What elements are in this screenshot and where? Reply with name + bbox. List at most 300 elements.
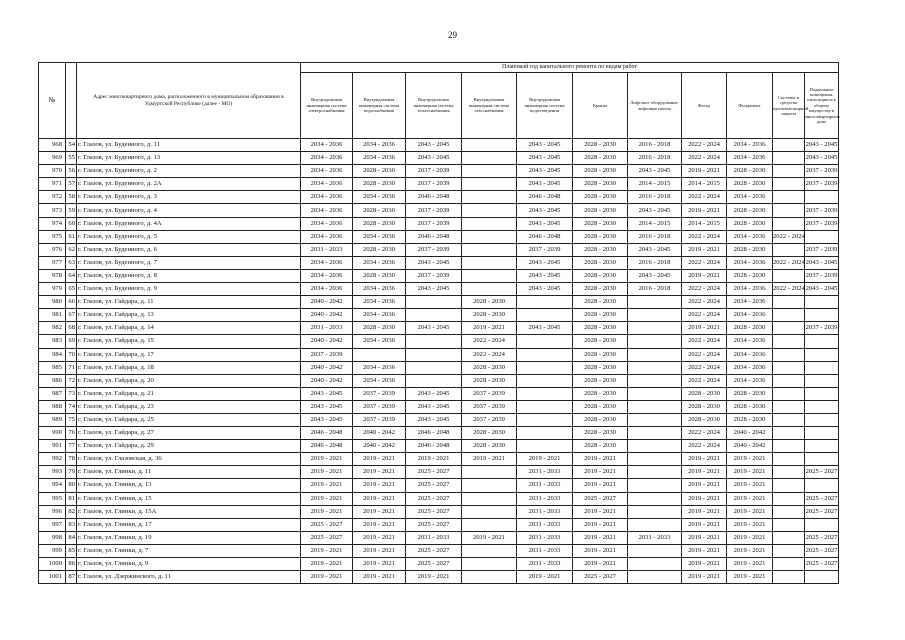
row-year-cell: 2028 - 2030 [573, 387, 628, 400]
header-work-1: Внутридомовая инженерная система водоснабжения [353, 73, 406, 139]
row-number: 974 [39, 217, 66, 230]
header-index [66, 63, 77, 139]
row-year-cell [353, 348, 406, 361]
row-year-cell: 2034 - 2036 [301, 139, 353, 152]
row-year-cell: 2043 - 2045 [517, 256, 573, 269]
row-year-cell: 2037 - 2039 [805, 165, 839, 178]
row-year-cell: 2016 - 2018 [628, 256, 682, 269]
row-year-cell: 2037 - 2039 [462, 413, 517, 426]
row-address: г. Глазов, ул. Дзержинского, д. 11 [77, 571, 301, 584]
row-year-cell [773, 440, 805, 453]
row-year-cell: 2043 - 2045 [301, 400, 353, 413]
row-year-cell [628, 361, 682, 374]
row-address: г. Глазов, ул. Гайдара, д. 21 [77, 387, 301, 400]
row-index: 84 [66, 531, 77, 544]
header-work-6: Лифтовое оборудование, лифтовые шахты [628, 73, 682, 139]
row-number: 968 [39, 139, 66, 152]
row-year-cell: 2034 - 2036 [301, 178, 353, 191]
row-year-cell [462, 518, 517, 531]
row-year-cell: 2028 - 2030 [573, 309, 628, 322]
row-index: 81 [66, 492, 77, 505]
row-index: 76 [66, 427, 77, 440]
row-year-cell: 2028 - 2030 [353, 243, 406, 256]
row-number: 993 [39, 466, 66, 479]
table-row [39, 387, 839, 400]
row-number: 978 [39, 269, 66, 282]
row-year-cell: 2043 - 2045 [805, 256, 839, 269]
row-year-cell: 2016 - 2018 [628, 283, 682, 296]
row-year-cell [773, 309, 805, 322]
row-year-cell [406, 335, 462, 348]
row-year-cell: 2022 - 2024 [682, 361, 727, 374]
row-year-cell: 2019 - 2021 [682, 479, 727, 492]
row-year-cell: 2022 - 2024 [773, 283, 805, 296]
row-year-cell [462, 492, 517, 505]
row-year-cell [628, 479, 682, 492]
row-year-cell: 2043 - 2045 [517, 204, 573, 217]
row-address: г. Глазов, ул. Буденного, д. 3 [77, 191, 301, 204]
row-year-cell: 2028 - 2030 [573, 348, 628, 361]
row-year-cell: 2031 - 2033 [517, 518, 573, 531]
row-year-cell [805, 518, 839, 531]
row-year-cell: 2040 - 2042 [353, 440, 406, 453]
row-year-cell: 2028 - 2030 [573, 139, 628, 152]
row-year-cell [628, 453, 682, 466]
row-year-cell: 2019 - 2021 [301, 466, 353, 479]
row-year-cell [805, 479, 839, 492]
row-year-cell: 2028 - 2030 [573, 374, 628, 387]
row-year-cell [628, 492, 682, 505]
row-index: 64 [66, 269, 77, 282]
row-year-cell: 2046 - 2048 [301, 427, 353, 440]
row-year-cell: 2034 - 2036 [727, 256, 773, 269]
row-year-cell: 2019 - 2021 [727, 466, 773, 479]
row-address: г. Глазов, ул. Глинки, д. 11 [77, 466, 301, 479]
row-year-cell [462, 243, 517, 256]
row-year-cell: 2019 - 2021 [682, 544, 727, 557]
row-year-cell [773, 400, 805, 413]
table-row [39, 191, 839, 204]
row-year-cell: 2022 - 2024 [682, 256, 727, 269]
row-year-cell [805, 453, 839, 466]
row-number: 972 [39, 191, 66, 204]
row-year-cell: 2019 - 2021 [573, 466, 628, 479]
row-address: г. Глазов, ул. Буденного, д. 7 [77, 256, 301, 269]
row-year-cell: 2040 - 2042 [727, 440, 773, 453]
row-year-cell [773, 296, 805, 309]
row-year-cell: 2022 - 2024 [462, 348, 517, 361]
header-work-7: Фасад [682, 73, 727, 139]
row-year-cell: 2034 - 2036 [353, 152, 406, 165]
table-header [39, 63, 839, 139]
row-year-cell: 2019 - 2021 [573, 453, 628, 466]
row-year-cell: 2037 - 2039 [805, 269, 839, 282]
row-year-cell: 2034 - 2036 [301, 191, 353, 204]
row-year-cell [628, 348, 682, 361]
row-year-cell: 2037 - 2039 [406, 165, 462, 178]
row-year-cell [517, 335, 573, 348]
row-year-cell: 2028 - 2030 [573, 256, 628, 269]
row-year-cell: 2019 - 2021 [517, 453, 573, 466]
row-address: г. Глазов, ул. Гайдара, д. 13 [77, 309, 301, 322]
table-row [39, 505, 839, 518]
row-index: 77 [66, 440, 77, 453]
table-row [39, 269, 839, 282]
row-year-cell: 2019 - 2021 [682, 453, 727, 466]
row-year-cell [773, 178, 805, 191]
header-work-10: Подвальные помещения, относящиеся к общему имуществу в многоквартирном доме [805, 73, 839, 139]
table-row [39, 453, 839, 466]
row-year-cell: 2019 - 2021 [727, 479, 773, 492]
row-address: г. Глазов, ул. Буденного, д. 2 [77, 165, 301, 178]
row-year-cell: 2043 - 2045 [517, 139, 573, 152]
row-address: г. Глазов, ул. Буденного, д. 11 [77, 139, 301, 152]
row-index: 85 [66, 544, 77, 557]
row-address: г. Глазов, ул. Буденного, д. 2А [77, 178, 301, 191]
row-year-cell: 2028 - 2030 [573, 413, 628, 426]
row-index: 79 [66, 466, 77, 479]
row-year-cell: 2019 - 2021 [301, 558, 353, 571]
row-index: 66 [66, 296, 77, 309]
row-index: 59 [66, 204, 77, 217]
table-row [39, 361, 839, 374]
row-year-cell: 2034 - 2036 [353, 361, 406, 374]
table-row [39, 518, 839, 531]
row-year-cell [462, 544, 517, 557]
row-year-cell: 2022 - 2024 [682, 348, 727, 361]
row-year-cell: 2025 - 2027 [805, 466, 839, 479]
row-year-cell: 2037 - 2039 [406, 204, 462, 217]
row-year-cell [805, 400, 839, 413]
row-year-cell: 2043 - 2045 [406, 400, 462, 413]
row-year-cell: 2022 - 2024 [682, 230, 727, 243]
row-year-cell [462, 558, 517, 571]
row-year-cell: 2025 - 2027 [406, 505, 462, 518]
row-year-cell: 2022 - 2024 [682, 374, 727, 387]
row-year-cell: 2046 - 2048 [517, 191, 573, 204]
row-index: 70 [66, 348, 77, 361]
row-year-cell [406, 361, 462, 374]
row-year-cell [628, 296, 682, 309]
row-year-cell [406, 374, 462, 387]
row-number: 992 [39, 453, 66, 466]
row-year-cell [773, 348, 805, 361]
row-year-cell: 2019 - 2021 [353, 492, 406, 505]
row-year-cell: 2043 - 2045 [805, 139, 839, 152]
row-year-cell [462, 269, 517, 282]
row-year-cell: 2028 - 2030 [727, 400, 773, 413]
row-address: г. Глазов, ул. Глинки, д. 15 [77, 492, 301, 505]
row-year-cell [773, 544, 805, 557]
row-year-cell: 2031 - 2033 [517, 558, 573, 571]
row-year-cell: 2022 - 2024 [682, 427, 727, 440]
row-number: 971 [39, 178, 66, 191]
table-row [39, 152, 839, 165]
row-year-cell [773, 269, 805, 282]
row-year-cell: 2040 - 2042 [727, 427, 773, 440]
row-year-cell: 2028 - 2030 [573, 217, 628, 230]
row-year-cell [517, 361, 573, 374]
row-year-cell: 2031 - 2033 [517, 544, 573, 557]
row-year-cell: 2019 - 2021 [727, 571, 773, 584]
row-year-cell [628, 427, 682, 440]
row-year-cell [628, 400, 682, 413]
row-year-cell: 2019 - 2021 [727, 518, 773, 531]
row-year-cell [773, 505, 805, 518]
row-year-cell: 2043 - 2045 [628, 243, 682, 256]
row-year-cell: 2043 - 2045 [628, 204, 682, 217]
table-row [39, 571, 839, 584]
row-year-cell: 2034 - 2036 [353, 139, 406, 152]
row-year-cell: 2028 - 2030 [727, 178, 773, 191]
row-year-cell [628, 387, 682, 400]
row-year-cell: 2043 - 2045 [406, 322, 462, 335]
row-year-cell [773, 361, 805, 374]
row-year-cell: 2043 - 2045 [301, 387, 353, 400]
row-year-cell: 2019 - 2021 [301, 453, 353, 466]
row-year-cell: 2043 - 2045 [406, 413, 462, 426]
row-year-cell: 2025 - 2027 [406, 492, 462, 505]
row-year-cell: 2019 - 2021 [682, 269, 727, 282]
row-year-cell: 2031 - 2033 [301, 322, 353, 335]
row-number: 981 [39, 309, 66, 322]
row-year-cell [462, 571, 517, 584]
table-row [39, 230, 839, 243]
row-year-cell: 2034 - 2036 [727, 348, 773, 361]
row-year-cell: 2040 - 2042 [301, 296, 353, 309]
row-year-cell: 2031 - 2033 [517, 466, 573, 479]
row-number: 973 [39, 204, 66, 217]
row-year-cell: 2040 - 2042 [301, 309, 353, 322]
row-year-cell: 2034 - 2036 [353, 309, 406, 322]
row-year-cell: 2025 - 2027 [573, 492, 628, 505]
row-year-cell: 2028 - 2030 [573, 335, 628, 348]
row-year-cell: 2040 - 2042 [301, 361, 353, 374]
row-year-cell [805, 374, 839, 387]
row-year-cell: 2034 - 2036 [353, 191, 406, 204]
row-year-cell: 2034 - 2036 [727, 335, 773, 348]
row-index: 87 [66, 571, 77, 584]
row-year-cell: 2034 - 2036 [727, 191, 773, 204]
row-address: г. Глазов, ул. Гайдара, д. 18 [77, 361, 301, 374]
row-year-cell: 2022 - 2024 [682, 335, 727, 348]
row-year-cell: 2028 - 2030 [462, 309, 517, 322]
row-year-cell: 2019 - 2021 [353, 479, 406, 492]
row-year-cell: 2031 - 2033 [406, 531, 462, 544]
table-row [39, 466, 839, 479]
row-year-cell: 2019 - 2021 [682, 518, 727, 531]
row-number: 999 [39, 544, 66, 557]
row-year-cell: 2022 - 2024 [682, 309, 727, 322]
row-year-cell [517, 309, 573, 322]
row-year-cell: 2016 - 2018 [628, 230, 682, 243]
row-year-cell: 2043 - 2045 [628, 165, 682, 178]
row-address: г. Глазов, ул. Буденного, д. 4 [77, 204, 301, 217]
row-address: г. Глазов, ул. Буденного, д. 8 [77, 269, 301, 282]
table-row [39, 427, 839, 440]
row-year-cell: 2028 - 2030 [573, 427, 628, 440]
row-year-cell [773, 531, 805, 544]
row-year-cell: 2028 - 2030 [727, 269, 773, 282]
row-year-cell: 2028 - 2030 [682, 387, 727, 400]
row-year-cell: 2034 - 2036 [727, 309, 773, 322]
row-number: 995 [39, 492, 66, 505]
row-year-cell: 2019 - 2021 [573, 544, 628, 557]
row-number: 969 [39, 152, 66, 165]
row-year-cell [628, 374, 682, 387]
row-year-cell [773, 243, 805, 256]
row-year-cell [773, 413, 805, 426]
header-work-0: Внутридомовая инженерная система электроснабжения [301, 73, 353, 139]
row-year-cell: 2016 - 2018 [628, 139, 682, 152]
row-year-cell: 2043 - 2045 [517, 269, 573, 282]
row-index: 67 [66, 309, 77, 322]
row-year-cell [462, 191, 517, 204]
row-year-cell: 2019 - 2021 [462, 531, 517, 544]
row-year-cell: 2037 - 2039 [353, 400, 406, 413]
row-year-cell: 2037 - 2039 [805, 178, 839, 191]
row-year-cell: 2019 - 2021 [727, 558, 773, 571]
row-year-cell [773, 558, 805, 571]
row-year-cell: 2028 - 2030 [727, 204, 773, 217]
row-address: г. Глазов, ул. Буденного, д. 5 [77, 230, 301, 243]
row-year-cell: 2028 - 2030 [727, 165, 773, 178]
row-year-cell [773, 322, 805, 335]
row-year-cell: 2034 - 2036 [727, 139, 773, 152]
row-year-cell: 2037 - 2039 [805, 217, 839, 230]
row-year-cell: 2043 - 2045 [628, 269, 682, 282]
row-year-cell [462, 165, 517, 178]
row-year-cell [773, 165, 805, 178]
row-year-cell: 2019 - 2021 [301, 571, 353, 584]
repair-plan-table [38, 62, 839, 584]
row-year-cell: 2046 - 2048 [517, 230, 573, 243]
row-number: 996 [39, 505, 66, 518]
row-address: г. Глазов, ул. Гайдара, д. 20 [77, 374, 301, 387]
row-year-cell: 2040 - 2042 [301, 335, 353, 348]
row-number: 977 [39, 256, 66, 269]
row-address: г. Глазов, ул. Гайдара, д. 27 [77, 427, 301, 440]
row-year-cell: 2028 - 2030 [353, 204, 406, 217]
row-address: г. Глазов, ул. Буденного, д. 6 [77, 243, 301, 256]
table-row [39, 544, 839, 557]
table-body [39, 139, 839, 584]
row-year-cell: 2016 - 2018 [628, 152, 682, 165]
row-number: 975 [39, 230, 66, 243]
row-year-cell: 2028 - 2030 [573, 440, 628, 453]
row-year-cell: 2019 - 2021 [301, 544, 353, 557]
row-year-cell: 2037 - 2039 [406, 269, 462, 282]
row-year-cell: 2019 - 2021 [301, 505, 353, 518]
row-year-cell [773, 518, 805, 531]
row-year-cell: 2025 - 2027 [805, 505, 839, 518]
row-address: г. Глазов, ул. Глинки, д. 9 [77, 558, 301, 571]
row-year-cell [517, 296, 573, 309]
row-year-cell [462, 152, 517, 165]
table-row [39, 413, 839, 426]
row-year-cell: 2034 - 2036 [727, 374, 773, 387]
table-row [39, 204, 839, 217]
row-year-cell: 2019 - 2021 [462, 453, 517, 466]
row-number: 991 [39, 440, 66, 453]
row-year-cell [773, 387, 805, 400]
row-number: 997 [39, 518, 66, 531]
header-work-5: Крыша [573, 73, 628, 139]
row-year-cell [773, 335, 805, 348]
row-year-cell: 2025 - 2027 [805, 492, 839, 505]
table-row [39, 440, 839, 453]
row-address: г. Глазов, ул. Гайдара, д. 17 [77, 348, 301, 361]
row-year-cell [805, 348, 839, 361]
row-year-cell [773, 374, 805, 387]
row-address: г. Глазов, ул. Глинки, д. 19 [77, 531, 301, 544]
header-num: № [39, 63, 66, 139]
row-year-cell: 2019 - 2021 [353, 558, 406, 571]
row-index: 86 [66, 558, 77, 571]
row-year-cell: 2043 - 2045 [517, 217, 573, 230]
row-year-cell: 2025 - 2027 [406, 466, 462, 479]
row-year-cell: 2028 - 2030 [573, 165, 628, 178]
row-address: г. Глазов, ул. Глинки, д. 17 [77, 518, 301, 531]
row-index: 62 [66, 243, 77, 256]
row-year-cell: 2019 - 2021 [353, 505, 406, 518]
row-year-cell: 2019 - 2021 [682, 571, 727, 584]
row-year-cell: 2037 - 2039 [805, 204, 839, 217]
row-year-cell: 2034 - 2036 [301, 283, 353, 296]
row-year-cell: 2028 - 2030 [573, 322, 628, 335]
row-index: 75 [66, 413, 77, 426]
row-year-cell [805, 571, 839, 584]
header-work-9: Системы и средства противопожарной защиты [773, 73, 805, 139]
table-row [39, 283, 839, 296]
row-address: г. Глазов, ул. Гайдара, д. 23 [77, 400, 301, 413]
row-year-cell: 2037 - 2039 [805, 322, 839, 335]
row-index: 73 [66, 387, 77, 400]
row-year-cell: 2019 - 2021 [727, 492, 773, 505]
row-year-cell [406, 309, 462, 322]
row-year-cell: 2022 - 2024 [682, 283, 727, 296]
row-year-cell: 2043 - 2045 [517, 165, 573, 178]
row-year-cell: 2037 - 2039 [406, 243, 462, 256]
row-year-cell [462, 178, 517, 191]
row-year-cell: 2037 - 2039 [406, 178, 462, 191]
row-year-cell: 2025 - 2027 [805, 531, 839, 544]
row-year-cell: 2028 - 2030 [573, 269, 628, 282]
row-year-cell: 2031 - 2033 [301, 243, 353, 256]
row-year-cell [628, 544, 682, 557]
row-year-cell: 2043 - 2045 [406, 387, 462, 400]
row-year-cell [628, 335, 682, 348]
row-year-cell: 2019 - 2021 [727, 544, 773, 557]
row-year-cell: 2043 - 2045 [301, 413, 353, 426]
row-index: 60 [66, 217, 77, 230]
row-number: 989 [39, 413, 66, 426]
row-year-cell: 2028 - 2030 [462, 374, 517, 387]
row-year-cell: 2028 - 2030 [573, 204, 628, 217]
row-year-cell: 2034 - 2036 [727, 230, 773, 243]
row-year-cell: 2043 - 2045 [406, 256, 462, 269]
row-year-cell: 2019 - 2021 [682, 165, 727, 178]
row-number: 1000 [39, 558, 66, 571]
row-year-cell: 2028 - 2030 [353, 322, 406, 335]
row-year-cell [462, 230, 517, 243]
row-year-cell [517, 387, 573, 400]
row-address: г. Глазов, ул. Глазовская, д. 36 [77, 453, 301, 466]
row-year-cell [773, 466, 805, 479]
row-index: 74 [66, 400, 77, 413]
row-year-cell: 2028 - 2030 [353, 217, 406, 230]
row-address: г. Глазов, ул. Гайдара, д. 25 [77, 413, 301, 426]
